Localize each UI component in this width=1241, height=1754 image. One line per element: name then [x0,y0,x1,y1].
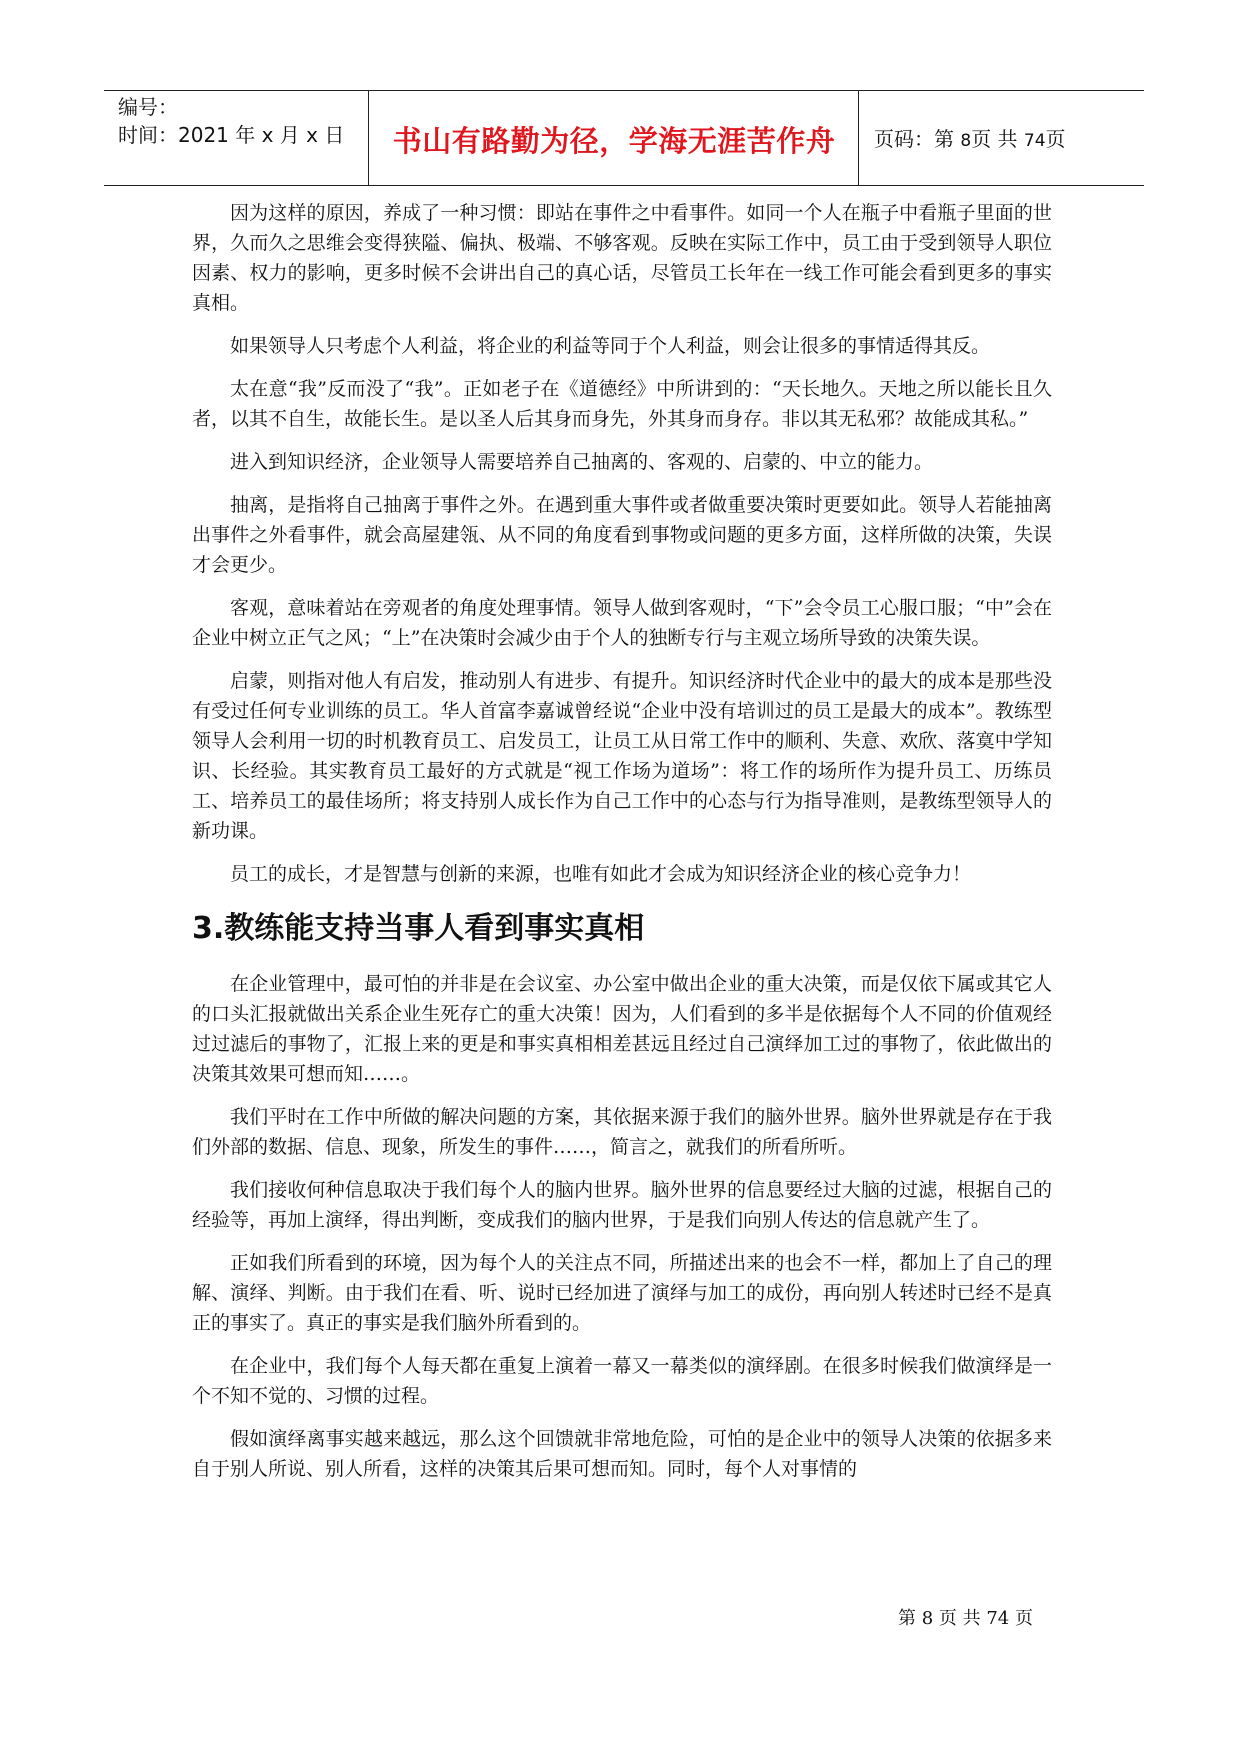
paragraph: 员工的成长，才是智慧与创新的来源，也唯有如此才会成为知识经济企业的核心竞争力！ [230,863,972,885]
section-heading: 3.教练能支持当事人看到事实真相 [192,911,645,946]
serial-number-label: 编号： [118,95,178,119]
paragraph: 客观，意味着站在旁观者的角度处理事情。领导人做到客观时，“下”会令员工心服口服；“中”会在企业中树立正气之风；“上”在决策时会减少由于个人的独断专行与主观立场所导致的决策失误。 [192,597,1052,649]
page-middle: 页 共 [971,127,1024,151]
paragraph: 在企业管理中，最可怕的并非是在会议室、办公室中做出企业的重大决策，而是仅依下属或其它人的口头汇报就做出关系企业生死存亡的重大决策！因为，人们看到的多半是依据每个人不同的价值观经过过滤后的事物了，汇报上来的更是和事实真相相差甚远且经过自己演绎加工过的事物了，依此做出的决策其效果可想而知……。 [192,973,1052,1085]
header-page-number [874,123,1066,152]
page-prefix: 页码：第 [874,127,961,151]
page-current: 8 [960,131,972,151]
paragraph: 进入到知识经济，企业领导人需要培养自己抽离的、客观的、启蒙的、中立的能力。 [230,451,934,473]
paragraph: 抽离，是指将自己抽离于事件之外。在遇到重大事件或者做重要决策时更要如此。领导人若能抽离出事件之外看事件，就会高屋建瓴、从不同的角度看到事物或问题的更多方面，这样所做的决策，失误才会更少。 [192,494,1052,576]
time-label: 时间：2021 年 x 月 x 日 [118,123,345,147]
paragraph: 我们接收何种信息取决于我们每个人的脑内世界。脑外世界的信息要经过大脑的过滤，根据自己的经验等，再加上演绎，得出判断，变成我们的脑内世界，于是我们向别人传达的信息就产生了。 [192,1179,1052,1231]
page-suffix: 页 [1045,127,1066,151]
page-footer: 第 8 页 共 74 页 [898,1608,1033,1629]
header-divider-left [368,91,369,185]
paragraph: 如果领导人只考虑个人利益，将企业的利益等同于个人利益，则会让很多的事情适得其反。 [230,335,991,357]
header-motto: 书山有路勤为径，学海无涯苦作舟 [392,124,836,158]
document-body [192,198,1052,1497]
paragraph: 假如演绎离事实越来越远，那么这个回馈就非常地危险，可怕的是企业中的领导人决策的依据多来自于别人所说、别人所看，这样的决策其后果可想而知。同时，每个人对事情的 [192,1428,1052,1480]
paragraph: 启蒙，则指对他人有启发，推动别人有进步、有提升。知识经济时代企业中的最大的成本是那些没有受过任何专业训练的员工。华人首富李嘉诚曾经说“企业中没有培训过的员工是最大的成本”。教练型领导人会利用一切的时机教育员工、启发员工，让员工从日常工作中的顺利、失意、欢欣、落寞中学知识、长经验。其实教育员工最好的方式就是“视工作场为道场”：将工作的场所作为提升员工、历练员工、培养员工的最佳场所；将支持别人成长作为自己工作中的心态与行为指导准则，是教练型领导人的新功课。 [192,670,1052,842]
paragraph: 在企业中，我们每个人每天都在重复上演着一幕又一幕类似的演绎剧。在很多时候我们做演绎是一个不知不觉的、习惯的过程。 [192,1355,1052,1407]
paragraph: 我们平时在工作中所做的解决问题的方案，其依据来源于我们的脑外世界。脑外世界就是存在于我们外部的数据、信息、现象，所发生的事件……，简言之，就我们的所看所听。 [192,1106,1052,1158]
header-meta [118,93,344,149]
page-total: 74 [1023,131,1046,151]
paragraph: 正如我们所看到的环境，因为每个人的关注点不同，所描述出来的也会不一样，都加上了自己的理解、演绎、判断。由于我们在看、听、说时已经加进了演绎与加工的成份，再向别人转述时已经不是真正的事实了。真正的事实是我们脑外所看到的。 [192,1252,1052,1334]
page-header [104,90,1144,186]
paragraph: 太在意“我”反而没了“我”。正如老子在《道德经》中所讲到的：“天长地久。天地之所以能长且久者，以其不自生，故能长生。是以圣人后其身而身先，外其身而身存。非以其无私邪？故能成其私。” [192,378,1052,430]
header-divider-right [858,91,859,185]
paragraph: 因为这样的原因，养成了一种习惯：即站在事件之中看事件。如同一个人在瓶子中看瓶子里面的世界，久而久之思维会变得狭隘、偏执、极端、不够客观。反映在实际工作中，员工由于受到领导人职位因素、权力的影响，更多时候不会讲出自己的真心话，尽管员工长年在一线工作可能会看到更多的事实真相。 [192,202,1052,314]
